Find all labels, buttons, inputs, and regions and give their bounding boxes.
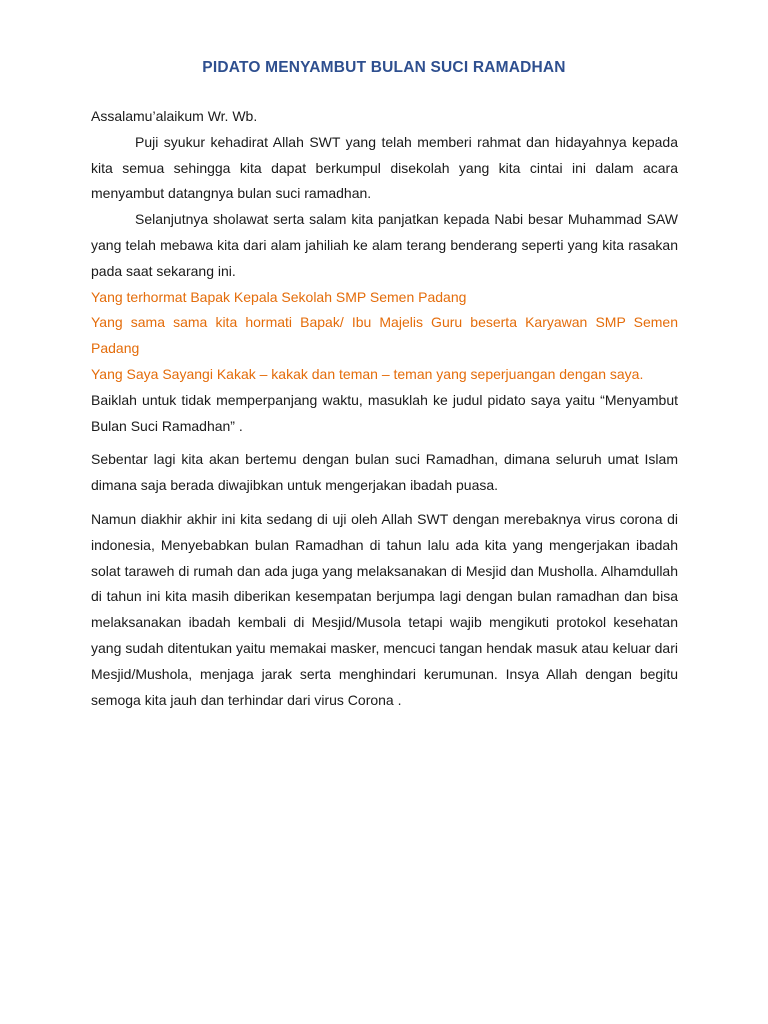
- paragraph-ramadhan-coming: Sebentar lagi kita akan bertemu dengan bulan suci Ramadhan, dimana seluruh umat Islam dimana saja berada diwajibkan untuk mengerjakan ibadah puasa.: [91, 451, 678, 494]
- paragraph-topic-intro: Baiklah untuk tidak memperpanjang waktu, masuklah ke judul pidato saya yaitu “Menyambut Bulan Suci Ramadhan” .: [91, 391, 678, 434]
- greeting: Assalamu’alaikum Wr. Wb.: [91, 108, 258, 124]
- paragraph-sholawat: Selanjutnya sholawat serta salam kita panjatkan kepada Nabi besar Muhammad SAW yang telah mebawa kita dari alam jahiliah ke alam terang benderang seperti yang kita rasakan pada saat sekarang ini.: [91, 211, 678, 279]
- honorific-friends: Yang Saya Sayangi Kakak – kakak dan teman – teman yang seperjuangan dengan saya.: [91, 365, 644, 382]
- document-title: PIDATO MENYAMBUT BULAN SUCI RAMADHAN: [202, 59, 566, 76]
- document-body: [91, 104, 678, 713]
- honorific-principal: Yang terhormat Bapak Kepala Sekolah SMP Semen Padang: [91, 288, 467, 305]
- honorific-teachers: Yang sama sama kita hormati Bapak/ Ibu Majelis Guru beserta Karyawan SMP Semen Padang: [91, 314, 678, 357]
- paragraph-corona: Namun diakhir akhir ini kita sedang di uji oleh Allah SWT dengan merebaknya virus corona di indonesia, Menyebabkan bulan Ramadhan di tahun lalu ada kita yang mengerjakan ibadah solat taraweh di rumah dan ada juga yang melaksanakan di Mesjid dan Musholla. Alhamdullah di tahun ini kita masih diberikan kesempatan berjumpa lagi dengan bulan ramadhan dan bisa melaksanakan ibadah kembali di Mesjid/Musola tetapi wajib mengikuti protokol kesehatan yang sudah ditentukan yaitu memakai masker, mencuci tangan hendak masuk atau keluar dari Mesjid/Mushola, menjaga jarak serta menghindari kerumunan. Insya Allah dengan begitu semoga kita jauh dan terhindar dari virus Corona .: [91, 510, 678, 708]
- paragraph-opening: Puji syukur kehadirat Allah SWT yang telah memberi rahmat dan hidayahnya kepada kita semua sehingga kita dapat berkumpul disekolah yang kita cintai ini dalam acara menyambut datangnya bulan suci ramadhan.: [91, 133, 678, 202]
